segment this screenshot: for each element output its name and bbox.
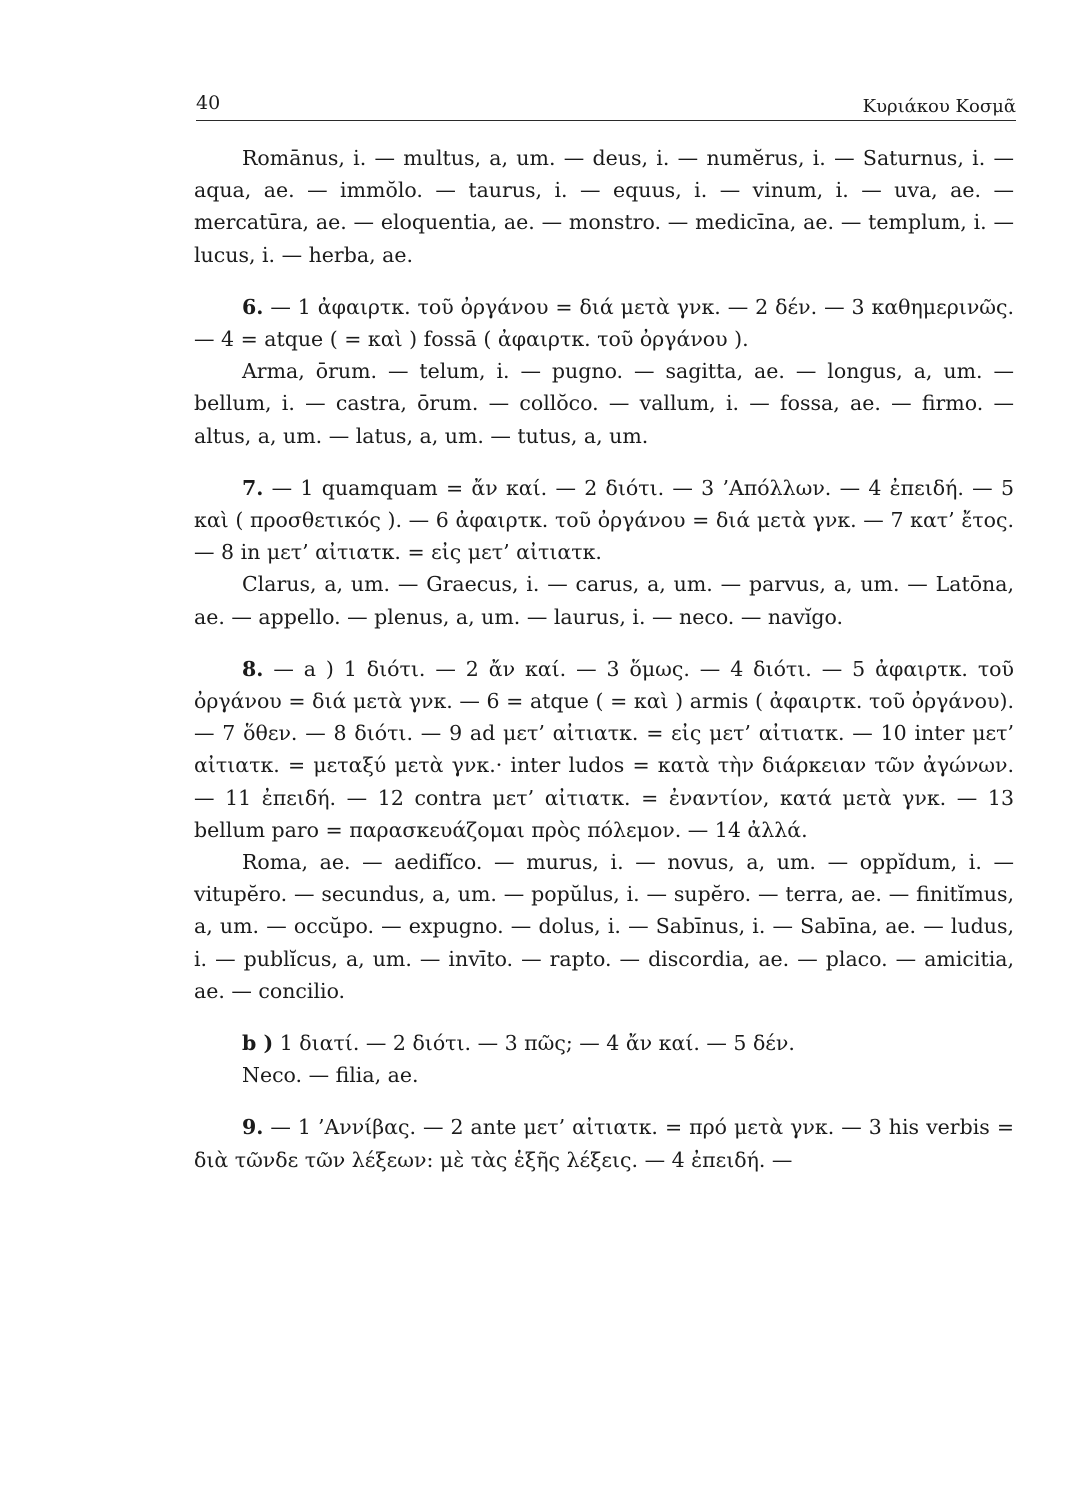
notes-section-9 bbox=[194, 1111, 1014, 1175]
page-header bbox=[196, 86, 1016, 121]
vocab-list-7 bbox=[194, 568, 1014, 632]
section-number: 7. bbox=[242, 475, 264, 500]
vocab-text: Neco. — filia, ae. bbox=[242, 1063, 419, 1088]
notes-text: — a ) 1 διότι. — 2 ἄν καί. — 3 ὅμως. — 4 διότι. — 5 ἀφαιρτκ. τοῦ ὀργάνου = διά μετὰ γνκ. — 6 = atque ( = καὶ ) armis ( ἀφαιρτκ. τοῦ ὀργάνου). — 7 ὅθεν. — 8 διότι. — 9 ad μετ’ αἰτιατκ. = εἰς μετ’ αἰτιατκ. — 10 inter μετ’ αἰτιατκ. = μεταξύ μετὰ γνκ.· inter ludos = κατὰ τὴν διάρκειαν τῶν ἀγώνων. — 11 ἐπειδή. — 12 contra μετ’ αἰτιατκ. = ἐναντίον, κατά μετὰ γνκ. — 13 bellum paro = παρασκευάζομαι πρὸς πόλεμον. — 14 ἀλλά. bbox=[194, 656, 1014, 842]
page-body bbox=[194, 142, 1014, 1176]
vocab-text: Clarus, a, um. — Graecus, i. — carus, a, um. — parvus, a, um. — Latōna, ae. — appello. — plenus, a, um. — laurus, i. — neco. — navĭgo. bbox=[194, 572, 1014, 629]
vocab-list-5 bbox=[194, 142, 1014, 271]
vocab-text: Roma, ae. — aedifĭco. — murus, i. — novus, a, um. — oppĭdum, i. — vitupĕro. — secundus, a, um. — popŭlus, i. — supĕro. — terra, ae. — finitĭmus, a, um. — occŭpo. — expugno. — dolus, i. — Sabīnus, i. — Sabīna, ae. — ludus, i. — publĭcus, a, um. — invīto. — rapto. — discordia, ae. — placo. — amicitia, ae. — concilio. bbox=[194, 850, 1014, 1003]
notes-section-8a bbox=[194, 653, 1014, 846]
vocab-text: Romānus, i. — multus, a, um. — deus, i. — numĕrus, i. — Saturnus, i. — aqua, ae. — immŏlo. — taurus, i. — equus, i. — vinum, i. — uva, ae. — mercatūra, ae. — eloquentia, ae. — monstro. — medicīna, ae. — templum, i. — lucus, i. — herba, ae. bbox=[194, 146, 1014, 267]
notes-section-6 bbox=[194, 291, 1014, 355]
notes-text: 1 διατί. — 2 διότι. — 3 πῶς; — 4 ἄν καί. — 5 δέν. bbox=[273, 1031, 795, 1056]
notes-text: — 1 quamquam = ἄν καί. — 2 διότι. — 3 ’Απόλλων. — 4 ἐπειδή. — 5 καὶ ( προσθετικός ). — 6 ἀφαιρτκ. τοῦ ὀργάνου = διά μετὰ γνκ. — 7 κατ’ ἔτος. — 8 in μετ’ αἰτιατκ. = εἰς μετ’ αἰτιατκ. bbox=[194, 475, 1014, 565]
notes-section-7 bbox=[194, 472, 1014, 569]
page-number: 40 bbox=[196, 92, 221, 114]
notes-text: — 1 ’Αννίβας. — 2 ante μετ’ αἰτιατκ. = πρό μετὰ γνκ. — 3 his verbis = διὰ τῶνδε τῶν λέξεων: μὲ τὰς ἑξῆς λέξεις. — 4 ἐπειδή. — bbox=[194, 1115, 1014, 1172]
vocab-list-6 bbox=[194, 355, 1014, 452]
section-number: 8. bbox=[242, 656, 264, 681]
section-number: 9. bbox=[242, 1115, 264, 1140]
section-number: 6. bbox=[242, 294, 264, 319]
notes-text: — 1 ἀφαιρτκ. τοῦ ὀργάνου = διά μετὰ γνκ. — 2 δέν. — 3 καθημερινῶς. — 4 = atque ( = καὶ ) fossā ( ἀφαιρτκ. τοῦ ὀργάνου ). bbox=[194, 294, 1014, 352]
vocab-text: Arma, ōrum. — telum, i. — pugno. — sagitta, ae. — longus, a, um. — bellum, i. — castra, ōrum. — collŏco. — vallum, i. — fossa, ae. — firmo. — altus, a, um. — latus, a, um. — tutus, a, um. bbox=[194, 359, 1014, 448]
running-title: Κυριάκου Κοσμᾶ bbox=[862, 96, 1016, 117]
notes-section-8b bbox=[194, 1027, 1014, 1059]
subsection-label: b ) bbox=[242, 1031, 274, 1056]
vocab-list-8a bbox=[194, 846, 1014, 1007]
vocab-list-8b bbox=[194, 1059, 1014, 1091]
